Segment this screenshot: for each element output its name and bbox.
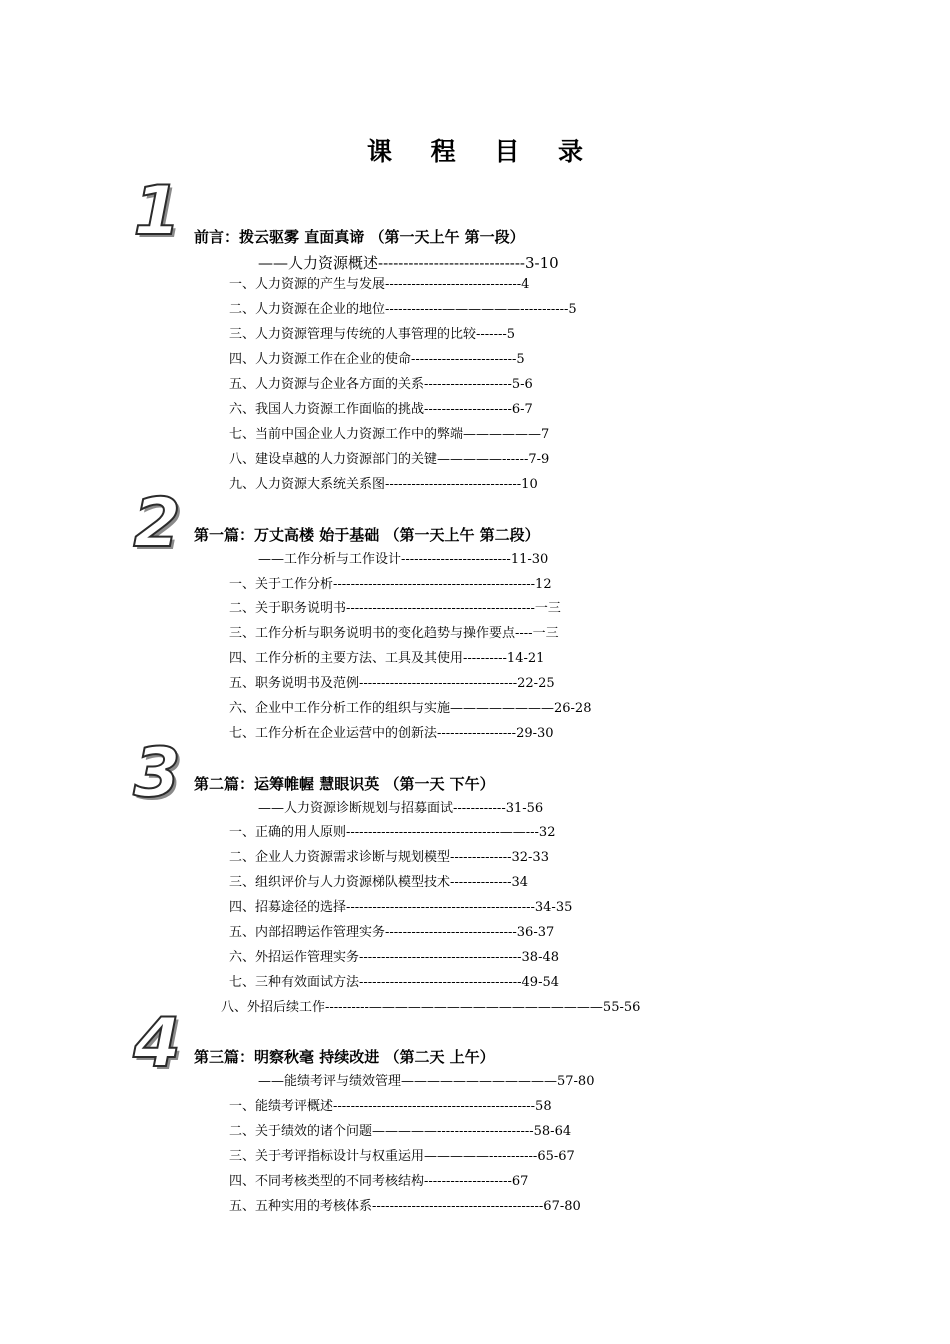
toc-item: 二、企业人力资源需求诊断与规划模型--------------32-33 bbox=[229, 850, 549, 865]
toc-item: 四、招募途径的选择-------------------------------------------34-35 bbox=[229, 900, 573, 915]
section-number-3: 3 bbox=[133, 734, 181, 813]
toc-item: 七、三种有效面试方法-------------------------------------49-54 bbox=[229, 975, 560, 990]
section-heading: 前言：拨云驱雾 直面真谛 （第一天上午 第一段） bbox=[194, 228, 525, 246]
section-heading: 第三篇：明察秋毫 持续改进 （第二天 上午） bbox=[194, 1048, 495, 1066]
section-number-1: 1 bbox=[133, 172, 181, 251]
toc-item: 一、能绩考评概述----------------------------------------------58 bbox=[229, 1099, 552, 1114]
toc-item: 八、建设卓越的人力资源部门的关键—————------7-9 bbox=[229, 452, 550, 467]
section-number-4: 4 bbox=[133, 1004, 181, 1083]
toc-item: 七、当前中国企业人力资源工作中的弊端——————7 bbox=[229, 427, 550, 442]
toc-item: 三、人力资源管理与传统的人事管理的比较-------5 bbox=[229, 327, 516, 342]
toc-item: 一、关于工作分析----------------------------------------------12 bbox=[229, 577, 552, 592]
section-subtitle: ——人力资源诊断规划与招募面试------------31-56 bbox=[258, 801, 544, 816]
toc-item: 三、组织评价与人力资源梯队模型技术--------------34 bbox=[229, 875, 529, 890]
toc-item: 二、人力资源在企业的地位-------------——————-----------5 bbox=[229, 302, 577, 317]
toc-item: 五、人力资源与企业各方面的关系--------------------5-6 bbox=[229, 377, 533, 392]
toc-item: 七、工作分析在企业运营中的创新法------------------29-30 bbox=[229, 726, 554, 741]
toc-item: 三、工作分析与职务说明书的变化趋势与操作要点----一三 bbox=[229, 626, 559, 641]
section-subtitle: ——工作分析与工作设计-------------------------11-30 bbox=[258, 552, 549, 567]
toc-item: 六、我国人力资源工作面临的挑战--------------------6-7 bbox=[229, 402, 533, 417]
toc-item: 二、关于职务说明书-------------------------------------------一三 bbox=[229, 601, 561, 616]
section-number-2: 2 bbox=[133, 484, 181, 563]
page-title: 课 程 目 录 bbox=[366, 137, 599, 166]
toc-item: 五、职务说明书及范例------------------------------------22-25 bbox=[229, 676, 555, 691]
toc-item: 四、人力资源工作在企业的使命------------------------5 bbox=[229, 352, 525, 367]
toc-item: 九、人力资源大系统关系图-------------------------------10 bbox=[229, 477, 538, 492]
section-heading: 第二篇：运筹帷幄 慧眼识英 （第一天 下午） bbox=[194, 775, 495, 793]
section-heading: 第一篇：万丈高楼 始于基础 （第一天上午 第二段） bbox=[194, 526, 540, 544]
toc-item: 四、不同考核类型的不同考核结构--------------------67 bbox=[229, 1174, 529, 1189]
toc-item: 五、五种实用的考核体系---------------------------------------67-80 bbox=[229, 1199, 581, 1214]
toc-item: 三、关于考评指标设计与权重运用—————-----------65-67 bbox=[229, 1149, 575, 1164]
toc-item: 一、正确的用人原则-----------------------------------——---32 bbox=[229, 825, 556, 840]
toc-item: 四、工作分析的主要方法、工具及其使用----------14-21 bbox=[229, 651, 545, 666]
toc-item: 一、人力资源的产生与发展-------------------------------4 bbox=[229, 277, 530, 292]
section-subtitle: ——能绩考评与绩效管理————————————57-80 bbox=[258, 1074, 595, 1089]
section-subtitle: ——人力资源概述-----------------------------3-10 bbox=[258, 254, 559, 272]
toc-item: 六、企业中工作分析工作的组织与实施————————26-28 bbox=[229, 701, 592, 716]
toc-item: 六、外招运作管理实务-------------------------------------38-48 bbox=[229, 950, 560, 965]
toc-item: 八、外招后续工作----------——————————————————55-56 bbox=[221, 1000, 641, 1015]
toc-item: 二、关于绩效的诸个问题—————----------------------58-64 bbox=[229, 1124, 572, 1139]
toc-item: 五、内部招聘运作管理实务------------------------------36-37 bbox=[229, 925, 555, 940]
